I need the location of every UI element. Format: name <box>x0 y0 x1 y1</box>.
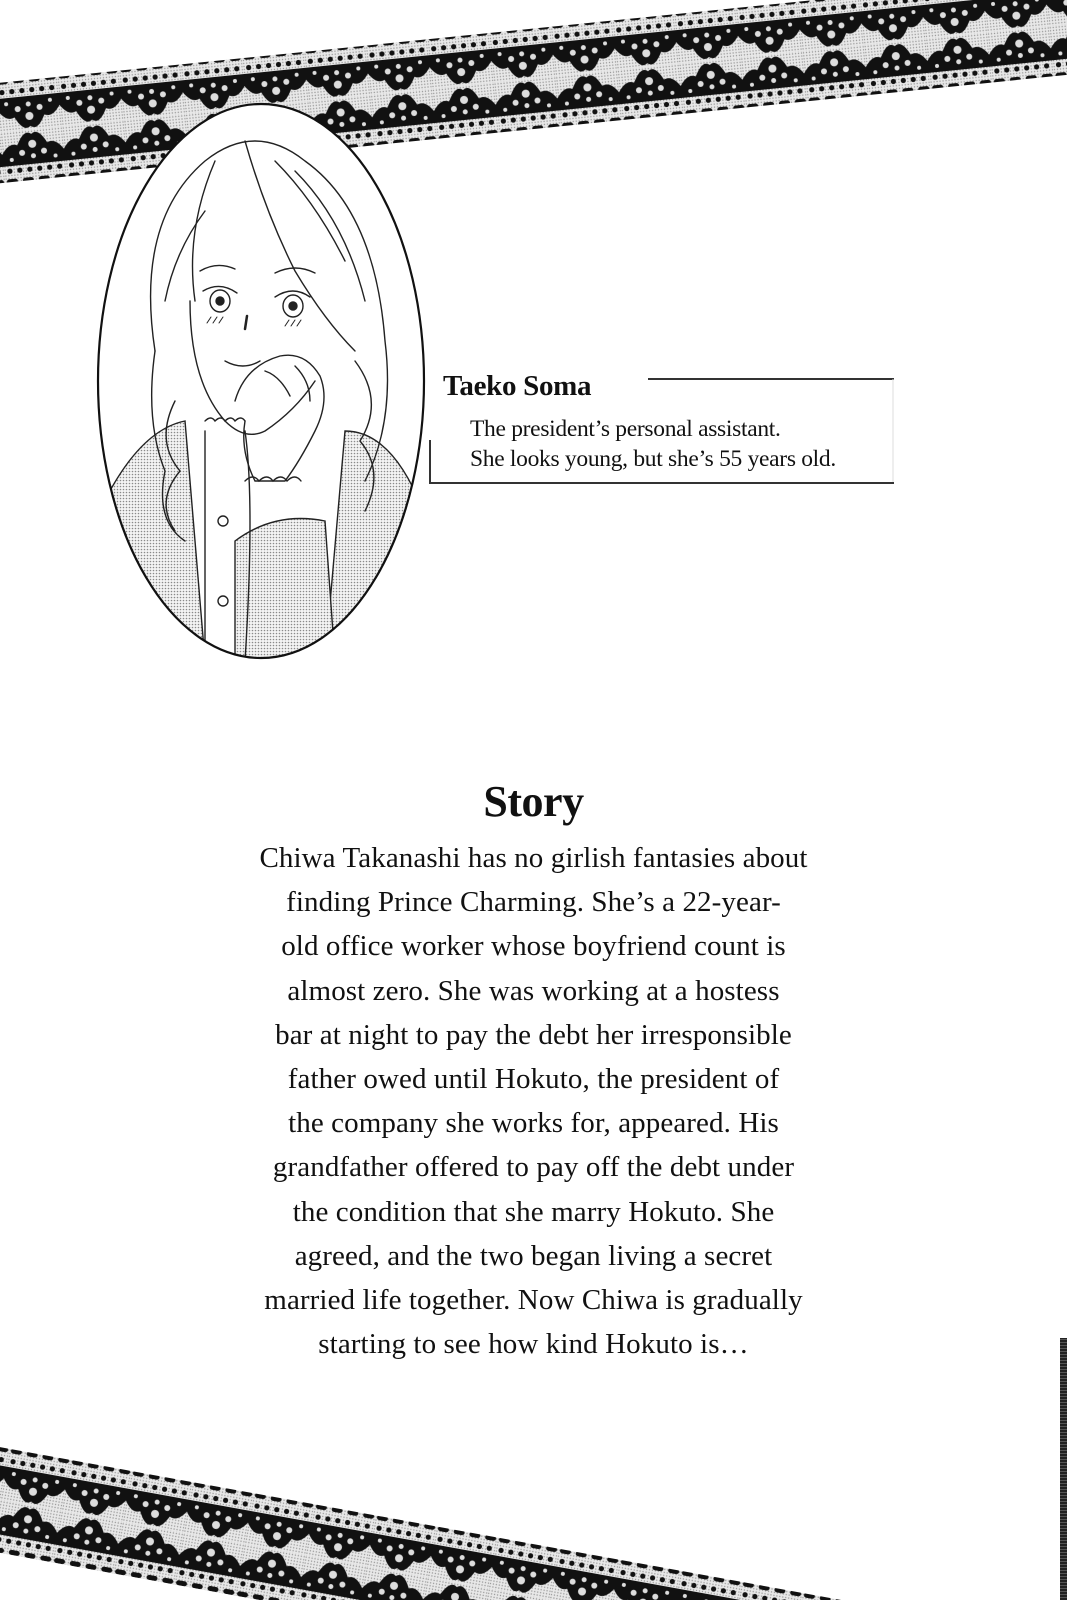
story-line: Chiwa Takanashi has no girlish fantasies about <box>259 842 808 874</box>
story-line: starting to see how kind Hokuto is… <box>318 1328 749 1361</box>
story-line: almost zero. She was working at a hostess <box>287 974 780 1007</box>
character-description <box>470 414 836 474</box>
story-line: finding Prince Charming. She’s a 22-year- <box>286 886 781 919</box>
story-title: Story <box>483 777 584 826</box>
bottom-lace-ribbon <box>0 1438 934 1600</box>
character-description-line: She looks young, but she’s 55 years old. <box>470 446 836 472</box>
story-body <box>170 836 897 1366</box>
character-name: Taeko Soma <box>443 370 592 402</box>
story-line: grandfather offered to pay off the debt under <box>272 1151 795 1184</box>
story-line: agreed, and the two began living a secret <box>294 1239 773 1272</box>
page-edge-mark <box>1060 1338 1067 1600</box>
story-line: married life together. Now Chiwa is gradually <box>264 1284 803 1317</box>
story-line: the condition that she marry Hokuto. She <box>292 1195 775 1228</box>
story-line: father owed until Hokuto, the president of <box>287 1063 780 1096</box>
character-portrait <box>95 101 427 661</box>
story-line: the company she works for, appeared. His <box>288 1107 779 1140</box>
story-line: old office worker whose boyfriend count is <box>281 930 786 963</box>
story-line: bar at night to pay the debt her irresponsible <box>275 1018 792 1051</box>
character-description-line: The president’s personal assistant. <box>470 416 781 442</box>
